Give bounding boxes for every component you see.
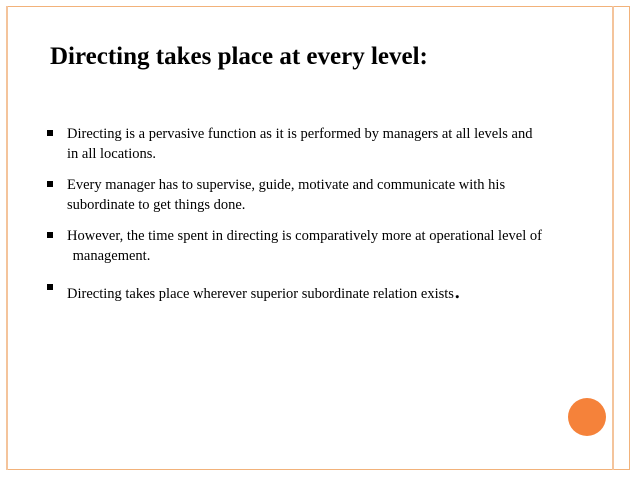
bullet-text: Directing takes place wherever superior subordinate relation exists xyxy=(67,286,454,302)
bullet-square-icon xyxy=(47,232,53,238)
bullet-text-line: subordinate to get things done. xyxy=(67,197,246,213)
bullet-text-line: Every manager has to supervise, guide, motivate and communicate with his xyxy=(67,177,506,193)
bullet-text-line xyxy=(67,275,592,304)
bullet-text-line: Directing is a pervasive function as it is performed by managers at all levels and xyxy=(67,126,533,142)
slide-title: Directing takes place at every level: xyxy=(50,43,428,70)
bullet-square-icon xyxy=(47,284,53,290)
slide-left-border xyxy=(6,6,8,470)
bullet-text-line: management. xyxy=(69,248,151,264)
bullet-item xyxy=(47,275,592,304)
bullet-list xyxy=(47,124,592,304)
bullet-square-icon xyxy=(47,181,53,187)
bullet-item xyxy=(47,175,592,215)
bullet-item xyxy=(47,124,592,164)
bullet-text-line: in all locations. xyxy=(67,146,156,162)
bullet-item xyxy=(47,226,592,266)
slide-right-border xyxy=(612,6,614,470)
bullet-text-line: However, the time spent in directing is comparatively more at operational level of xyxy=(67,228,542,244)
bullet-square-icon xyxy=(47,130,53,136)
accent-circle xyxy=(568,398,606,436)
bullet-period: . xyxy=(453,275,461,304)
